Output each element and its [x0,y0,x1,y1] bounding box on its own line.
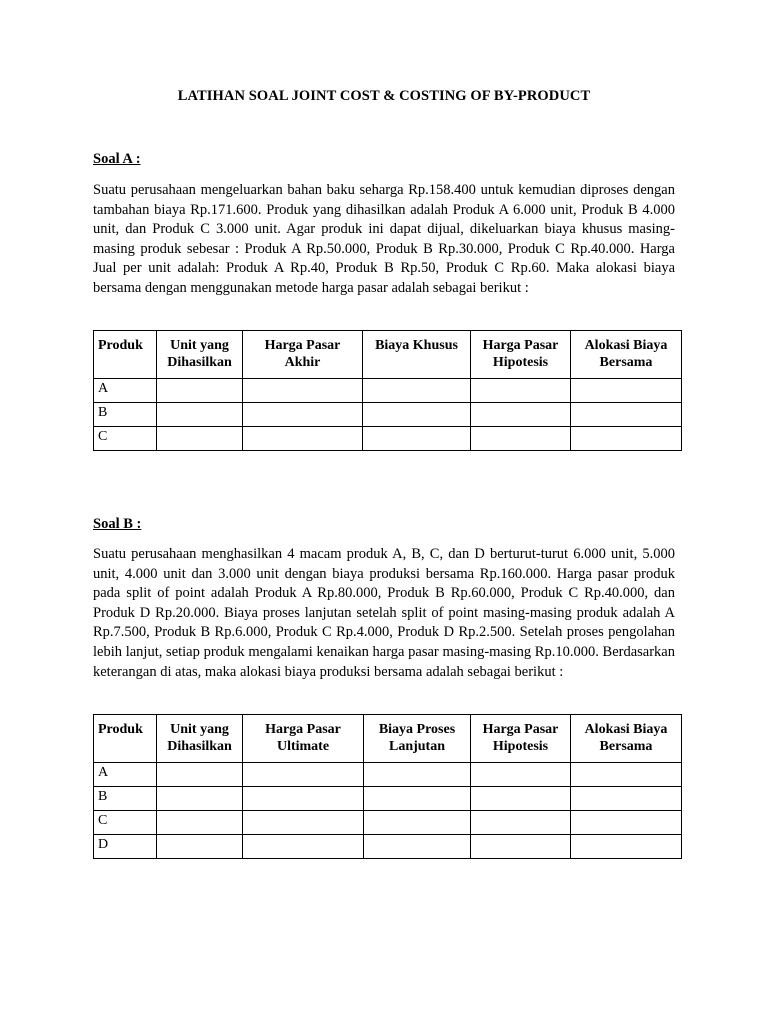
empty-cell [243,835,364,859]
table-row [94,427,682,451]
soal-b-table [93,714,682,859]
table-header-row [94,715,682,763]
row-label-d: D [94,835,157,859]
col-header-unit-yang-dihasilkan: Unit yang Dihasilkan [157,715,243,763]
col-header-harga-pasar-hipotesis: Harga Pasar Hipotesis [471,715,571,763]
col-header-harga-pasar-ultimate: Harga Pasar Ultimate [243,715,364,763]
soal-a-heading: Soal A : [93,151,141,167]
empty-cell [571,811,682,835]
soal-b-heading: Soal B : [93,516,142,532]
table-row [94,811,682,835]
empty-cell [243,379,363,403]
table-row [94,403,682,427]
empty-cell [364,835,471,859]
empty-cell [157,763,243,787]
col-header-biaya-proses-lanjutan: Biaya Proses Lanjutan [364,715,471,763]
empty-cell [571,379,682,403]
empty-cell [243,403,363,427]
empty-cell [571,427,682,451]
empty-cell [243,763,364,787]
empty-cell [363,427,471,451]
empty-cell [157,787,243,811]
empty-cell [571,787,682,811]
col-header-alokasi-biaya-bersama: Alokasi Biaya Bersama [571,331,682,379]
empty-cell [243,427,363,451]
col-header-produk: Produk [94,715,157,763]
empty-cell [157,427,243,451]
soal-a-table [93,330,682,451]
empty-cell [364,811,471,835]
col-header-harga-pasar-akhir: Harga Pasar Akhir [243,331,363,379]
row-label-c: C [94,427,157,451]
empty-cell [471,787,571,811]
soal-a-paragraph: Suatu perusahaan mengeluarkan bahan baku seharga Rp.158.400 untuk kemudian diproses dengan tambahan biaya Rp.171.600. Produk yang dihasilkan adalah Produk A 6.000 unit, Produk B 4.000 unit, dan Produk C 3.000 unit. Agar produk ini dapat dijual, dikeluarkan biaya khusus masing-masing produk sebesar : Produk A Rp.50.000, Produk B Rp.30.000, Produk C Rp.40.000. Harga Jual per unit adalah: Produk A Rp.40, Produk B Rp.50, Produk C Rp.60. Maka alokasi biaya bersama dengan menggunakan metode harga pasar adalah sebagai berikut : [93,182,675,296]
row-label-a: A [94,763,157,787]
empty-cell [471,379,571,403]
row-label-b: B [94,787,157,811]
empty-cell [157,811,243,835]
empty-cell [243,787,364,811]
document-title: LATIHAN SOAL JOINT COST & COSTING OF BY-PRODUCT [177,88,591,104]
soal-b-paragraph: Suatu perusahaan menghasilkan 4 macam produk A, B, C, dan D berturut-turut 6.000 unit, 5.000 unit, 4.000 unit dan 3.000 unit dengan biaya produksi bersama Rp.160.000. Harga pasar produk pada split of point adalah Produk A Rp.80.000, Produk B Rp.60.000, Produk C Rp.40.000, dan Produk D Rp.20.000. Biaya proses lanjutan setelah split of point masing-masing produk adalah A Rp.7.500, Produk B Rp.6.000, Produk C Rp.4.000, Produk D Rp.2.500. Setelah proses pengolahan lebih lanjut, setiap produk mengalami kenaikan harga pasar masing-masing Rp.10.000. Berdasarkan keterangan di atas, maka alokasi biaya produksi bersama adalah sebagai berikut : [93,546,675,680]
table-row [94,763,682,787]
col-header-harga-pasar-hipotesis: Harga Pasar Hipotesis [471,331,571,379]
col-header-produk: Produk [94,331,157,379]
table-row [94,379,682,403]
table-header-row [94,331,682,379]
row-label-c: C [94,811,157,835]
empty-cell [364,763,471,787]
empty-cell [471,811,571,835]
col-header-biaya-khusus: Biaya Khusus [363,331,471,379]
row-label-a: A [94,379,157,403]
empty-cell [571,835,682,859]
empty-cell [571,403,682,427]
empty-cell [243,811,364,835]
empty-cell [157,403,243,427]
empty-cell [471,403,571,427]
col-header-unit-yang-dihasilkan: Unit yang Dihasilkan [157,331,243,379]
empty-cell [471,427,571,451]
col-header-alokasi-biaya-bersama: Alokasi Biaya Bersama [571,715,682,763]
empty-cell [157,379,243,403]
empty-cell [471,835,571,859]
table-row [94,787,682,811]
row-label-b: B [94,403,157,427]
table-row [94,835,682,859]
empty-cell [157,835,243,859]
empty-cell [363,379,471,403]
empty-cell [571,763,682,787]
empty-cell [364,787,471,811]
empty-cell [471,763,571,787]
empty-cell [363,403,471,427]
